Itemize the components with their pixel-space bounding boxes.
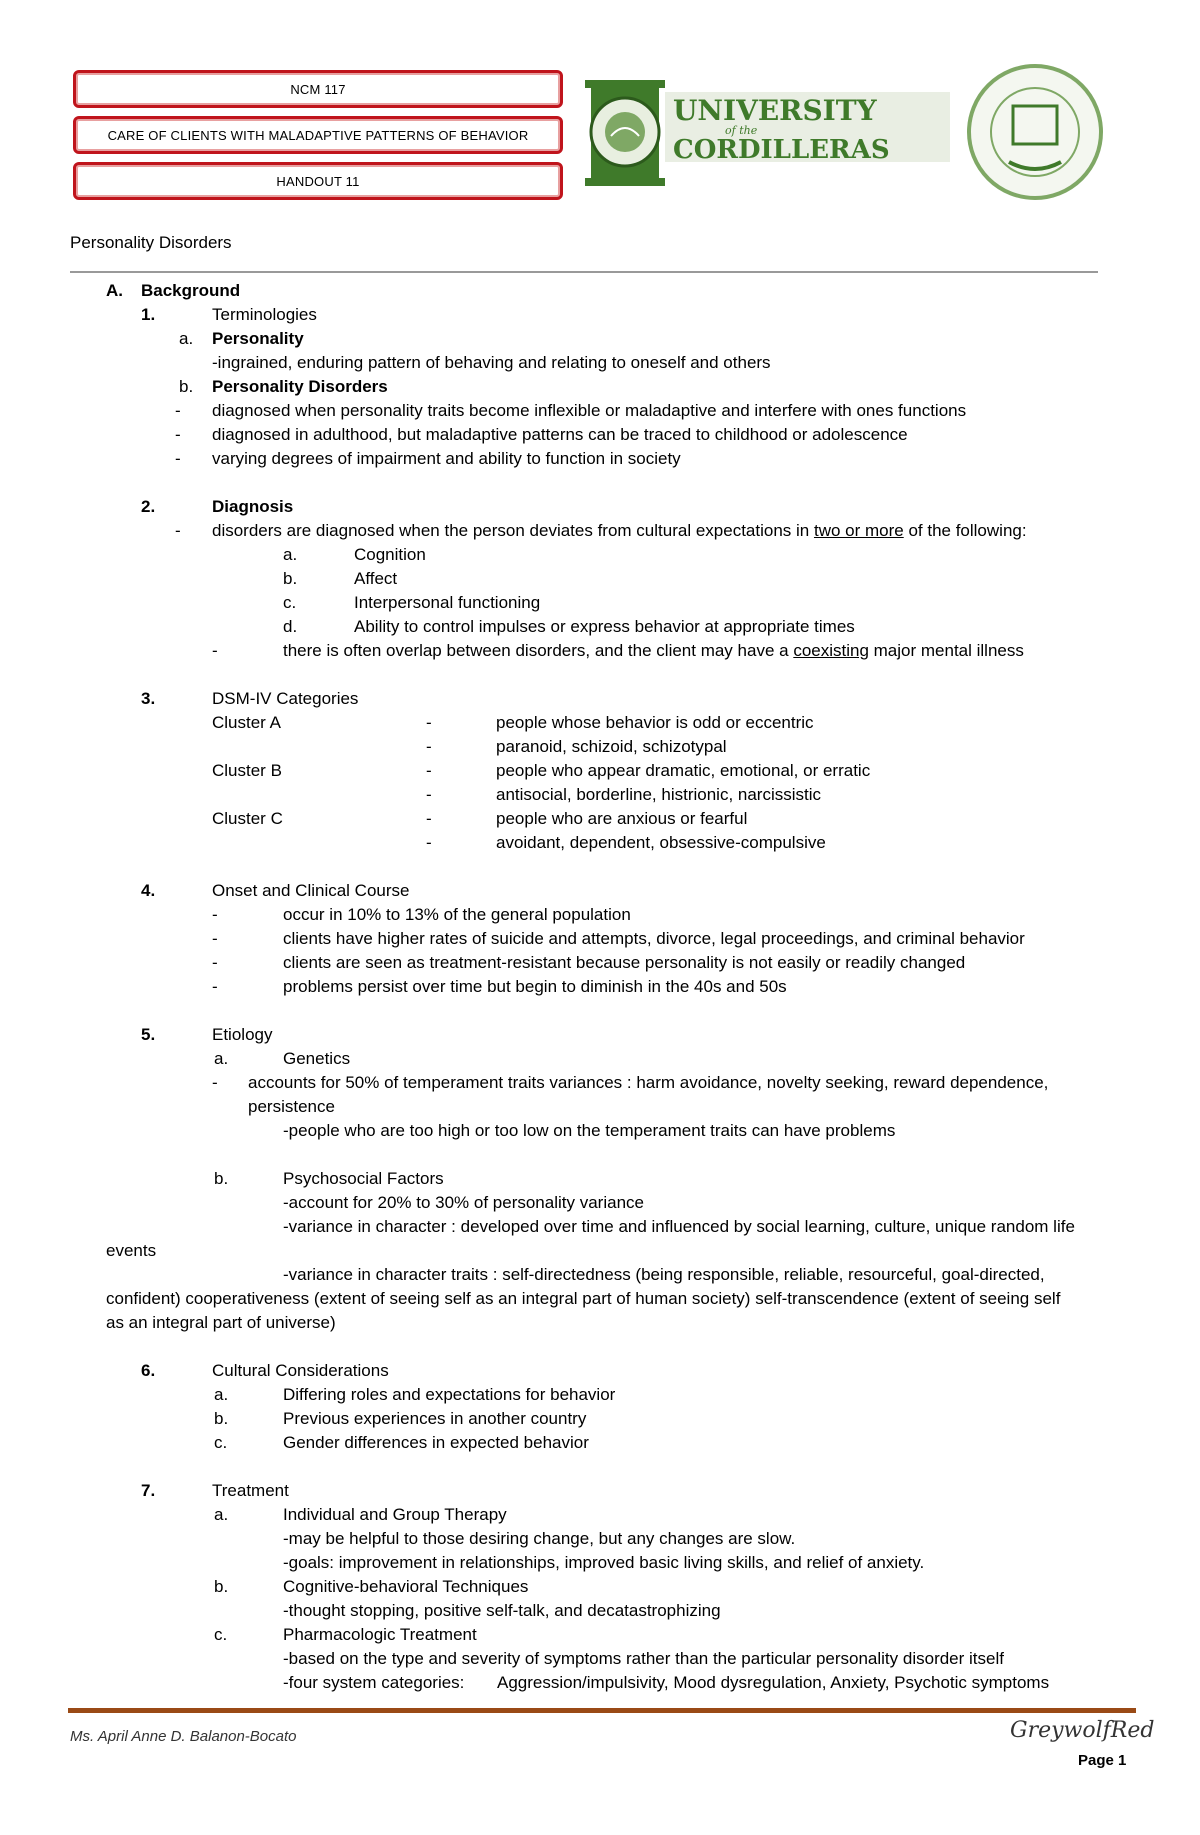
bullet-text: problems persist over time but begin to diminish in the 40s and 50s [283, 977, 787, 996]
subject-title: CARE OF CLIENTS WITH MALADAPTIVE PATTERNS OF BEHAVIOR [107, 127, 529, 143]
item-number: 3. [141, 689, 156, 708]
genetics-text: persistence [248, 1097, 335, 1116]
item-heading: Onset and Clinical Course [212, 881, 410, 900]
university-wordmark [665, 90, 950, 165]
psychosocial-text: -variance in character : developed over time and influenced by social learning, culture, unique random life [283, 1217, 1075, 1236]
psychosocial-text: as an integral part of universe) [106, 1313, 336, 1332]
bullet-text: occur in 10% to 13% of the general population [283, 905, 631, 924]
sub-letter: a. [214, 1049, 229, 1068]
definition-text: -ingrained, enduring pattern of behaving and relating to oneself and others [212, 353, 771, 372]
cluster-disorders: antisocial, borderline, histrionic, narcissistic [496, 785, 822, 804]
item-number: 4. [141, 881, 156, 900]
bullet-text: clients are seen as treatment-resistant because personality is not easily or readily changed [283, 953, 966, 972]
emphasis-two-or-more: two or more [813, 521, 904, 540]
sub-letter: c. [214, 1433, 228, 1452]
treatment-text: -may be helpful to those desiring change, but any changes are slow. [283, 1529, 796, 1548]
list-text: Gender differences in expected behavior [283, 1433, 589, 1452]
logo-title-2: of the [725, 124, 758, 137]
sub-heading: Genetics [283, 1049, 351, 1068]
bullet-dash: - [426, 809, 432, 828]
criteria-text: Ability to control impulses or express behavior at appropriate times [354, 617, 855, 636]
sub-heading: Personality Disorders [212, 377, 388, 396]
cluster-description: people whose behavior is odd or eccentric [496, 713, 814, 732]
bullet-dash: - [426, 785, 432, 804]
sub-letter: c. [283, 593, 297, 612]
sub-letter: a. [179, 329, 194, 348]
psychosocial-text: -variance in character traits : self-directedness (being responsible, reliable, resourceful, goal-directed, [283, 1265, 1045, 1284]
bullet-text: diagnosed in adulthood, but maladaptive patterns can be traced to childhood or adolescence [212, 425, 908, 444]
criteria-text: Cognition [354, 545, 426, 564]
document-title: Personality Disorders [70, 233, 232, 252]
cluster-label: Cluster C [212, 809, 283, 828]
cluster-description: people who appear dramatic, emotional, or erratic [496, 761, 871, 780]
handout-number: HANDOUT 11 [276, 173, 360, 189]
item-number: 2. [141, 497, 156, 516]
bullet-dash: - [212, 953, 218, 972]
item-number: 5. [141, 1025, 156, 1044]
bullet-dash: - [426, 761, 432, 780]
cluster-description: people who are anxious or fearful [496, 809, 748, 828]
treatment-text: -four system categories: [283, 1673, 465, 1692]
sub-letter: a. [283, 545, 298, 564]
bullet-dash: - [212, 905, 218, 924]
sub-heading: Psychosocial Factors [283, 1169, 444, 1188]
sub-letter: d. [283, 617, 298, 636]
subject-box [73, 116, 563, 154]
course-code: NCM 117 [290, 81, 346, 97]
item-number: 7. [141, 1481, 156, 1500]
psychosocial-text: confident) cooperativeness (extent of seeing self as an integral part of human society) self-transcendence (extent of seeing self [106, 1289, 1061, 1308]
sub-letter: a. [214, 1385, 229, 1404]
treatment-text: -goals: improvement in relationships, improved basic living skills, and relief of anxiety. [283, 1553, 925, 1572]
nursing-college-seal-icon [965, 62, 1105, 202]
handout-box [73, 162, 563, 200]
sub-letter: b. [283, 569, 298, 588]
treatment-text: Aggression/impulsivity, Mood dysregulation, Anxiety, Psychotic symptoms [497, 1673, 1050, 1692]
title-divider [70, 271, 1098, 273]
bullet-dash: - [175, 449, 181, 468]
item-heading: Cultural Considerations [212, 1361, 389, 1380]
sub-heading: Personality [212, 329, 304, 348]
genetics-text: accounts for 50% of temperament traits variances : harm avoidance, novelty seeking, reward dependence, [248, 1073, 1049, 1092]
section-heading: Background [141, 281, 241, 300]
university-seal-icon [575, 70, 675, 195]
bullet-dash: - [212, 929, 218, 948]
treatment-text: -based on the type and severity of symptoms rather than the particular personality disorder itself [283, 1649, 1004, 1668]
item-heading: Terminologies [212, 305, 317, 324]
bullet-dash: - [175, 401, 181, 420]
author-name: Ms. April Anne D. Balanon-Bocato [70, 1728, 297, 1745]
diagnosis-note: there is often overlap between disorders, and the client may have a coexisting major mental illness [283, 641, 1024, 660]
bullet-text: varying degrees of impairment and ability to function in society [212, 449, 681, 468]
bullet-dash: - [426, 833, 432, 852]
treatment-text: -thought stopping, positive self-talk, and decatastrophizing [283, 1601, 721, 1620]
list-text: Previous experiences in another country [283, 1409, 587, 1428]
cluster-disorders: avoidant, dependent, obsessive-compulsive [496, 833, 826, 852]
cluster-disorders: paranoid, schizoid, schizotypal [496, 737, 727, 756]
diagnosis-intro: disorders are diagnosed when the person deviates from cultural expectations in two or more of the following: [212, 521, 1027, 540]
sub-letter: c. [214, 1625, 228, 1644]
bullet-text: diagnosed when personality traits become inflexible or maladaptive and interfere with ones functions [212, 401, 967, 420]
emphasis-coexisting: coexisting [793, 641, 869, 660]
bullet-dash: - [175, 521, 181, 540]
psychosocial-text: events [106, 1241, 157, 1260]
sub-letter: b. [214, 1169, 229, 1188]
item-heading: Treatment [212, 1481, 289, 1500]
sub-heading: Pharmacologic Treatment [283, 1625, 477, 1644]
sub-heading: Cognitive-behavioral Techniques [283, 1577, 529, 1596]
criteria-text: Interpersonal functioning [354, 593, 541, 612]
criteria-text: Affect [354, 569, 398, 588]
logo-title-3: CORDILLERAS [673, 135, 890, 165]
section-letter: A. [106, 281, 123, 300]
logo-title-1: UNIVERSITY [673, 94, 877, 127]
psychosocial-text: -account for 20% to 30% of personality variance [283, 1193, 644, 1212]
bullet-text: clients have higher rates of suicide and attempts, divorce, legal proceedings, and criminal behavior [283, 929, 1025, 948]
footer-divider [68, 1708, 1136, 1713]
cluster-label: Cluster B [212, 761, 282, 780]
item-heading: Diagnosis [212, 497, 294, 516]
item-heading: Etiology [212, 1025, 273, 1044]
sub-letter: a. [214, 1505, 229, 1524]
bullet-dash: - [212, 1073, 218, 1092]
item-number: 6. [141, 1361, 156, 1380]
item-heading: DSM-IV Categories [212, 689, 359, 708]
author-signature: GreywolfRed [1010, 1718, 1155, 1743]
bullet-dash: - [426, 713, 432, 732]
bullet-dash: - [175, 425, 181, 444]
sub-letter: b. [214, 1577, 229, 1596]
sub-letter: b. [179, 377, 194, 396]
sub-letter: b. [214, 1409, 229, 1428]
list-text: Differing roles and expectations for behavior [283, 1385, 616, 1404]
bullet-dash: - [212, 977, 218, 996]
sub-heading: Individual and Group Therapy [283, 1505, 507, 1524]
page-number: Page 1 [1078, 1752, 1127, 1769]
cluster-label: Cluster A [212, 713, 281, 732]
item-number: 1. [141, 305, 156, 324]
genetics-text: -people who are too high or too low on the temperament traits can have problems [283, 1121, 896, 1140]
bullet-dash: - [212, 641, 218, 660]
course-box [73, 70, 563, 108]
bullet-dash: - [426, 737, 432, 756]
